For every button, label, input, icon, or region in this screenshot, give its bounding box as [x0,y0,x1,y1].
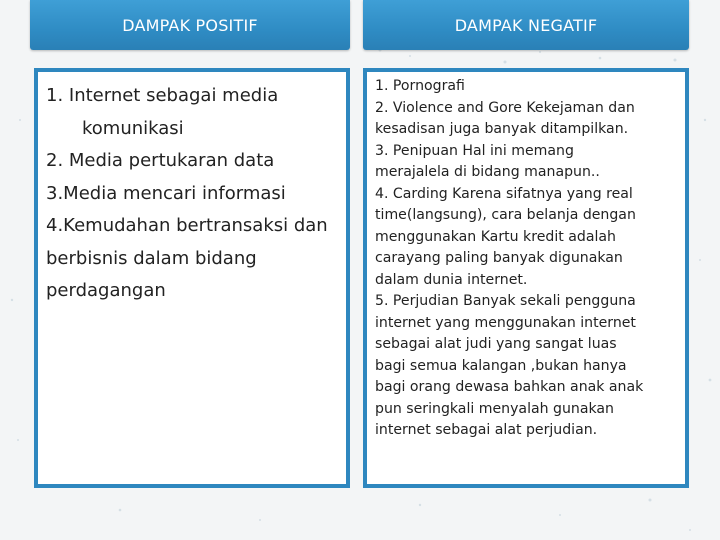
positive-impacts-list [46,80,342,308]
list-item: 2. Violence and Gore Kekejaman dan [375,99,635,116]
list-item: time(langsung), cara belanja dengan [375,207,636,223]
list-item: 4.Kemudahan bertransaksi dan [46,215,328,236]
list-item: 2. Media pertukaran data [46,150,275,171]
negative-header [363,0,689,50]
list-item: 3. Penipuan Hal ini memang [375,142,574,159]
list-item: bagi orang dewasa bahkan anak anak [375,379,644,395]
list-item: kesadisan juga banyak ditampilkan. [375,121,629,137]
list-item: berbisnis dalam bidang [46,247,257,269]
list-item: dalam dunia internet. [375,271,528,288]
negative-impacts-list [375,76,681,442]
list-item: 5. Perjudian Banyak sekali pengguna [375,293,636,309]
positive-impacts-box [34,68,350,488]
list-item: sebagai alat judi yang sangat luas [375,336,617,352]
list-item: internet sebagai alat perjudian. [375,422,598,438]
list-item: merajalela di bidang manapun.. [375,164,600,180]
list-item: carayang paling banyak digunakan [375,250,623,266]
list-item: 1. Internet sebagai media [46,85,279,106]
positive-header-label: DAMPAK POSITIF [122,15,258,35]
list-item: 3.Media mencari informasi [46,182,286,204]
list-item: bagi semua kalangan ,bukan hanya [375,357,627,374]
negative-impacts-box [363,68,689,488]
list-item: 4. Carding Karena sifatnya yang real [375,185,633,202]
list-item: komunikasi [82,117,184,139]
list-item: pun seringkali menyalah gunakan [375,400,614,417]
list-item: internet yang menggunakan internet [375,314,636,331]
list-item: 1. Pornografi [375,78,465,94]
negative-header-label: DAMPAK NEGATIF [454,15,598,35]
positive-header [30,0,350,50]
list-item: menggunakan Kartu kredit adalah [375,228,616,245]
list-item: perdagangan [46,280,166,301]
